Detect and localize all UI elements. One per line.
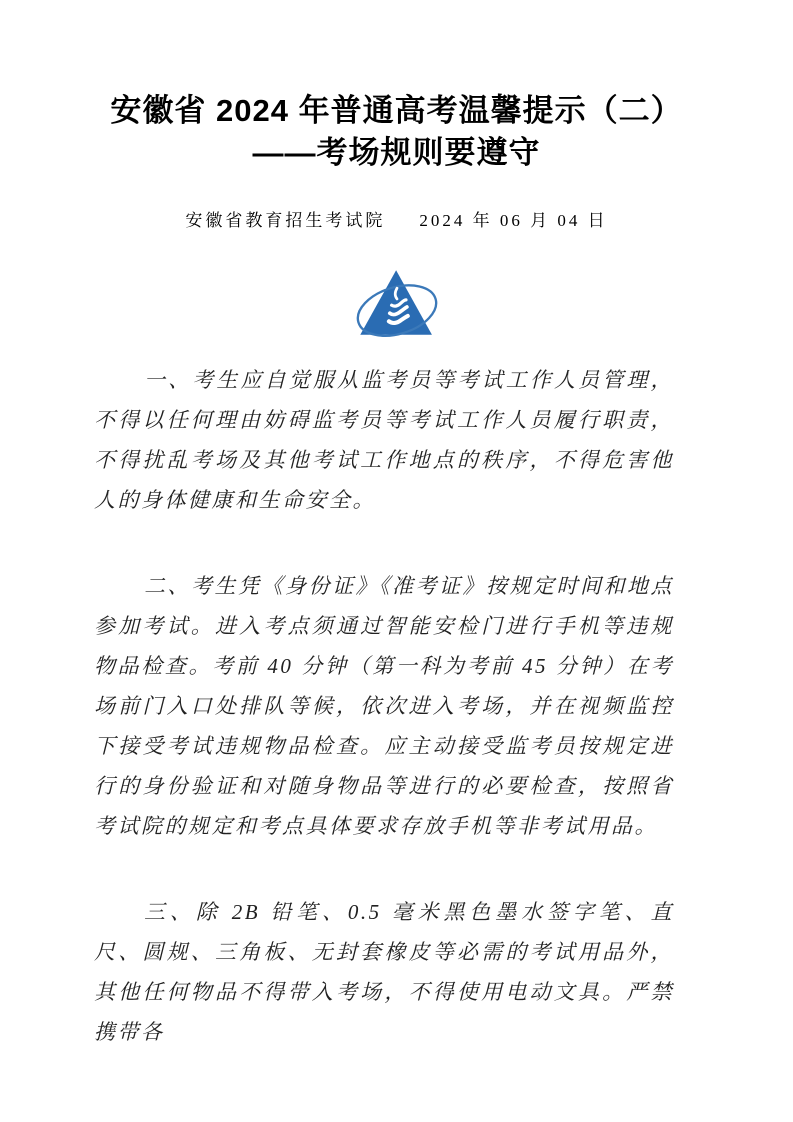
agency-logo-icon [352, 264, 442, 350]
byline [0, 206, 793, 231]
byline-organization: 安徽省教育招生考试院 [185, 211, 386, 230]
byline-date: 2024 年 06 月 04 日 [419, 211, 608, 230]
document-title [0, 90, 793, 174]
paragraph-3: 三、除 2B 铅笔、0.5 毫米黑色墨水签字笔、直尺、圆规、三角板、无封套橡皮等必需的考试用品外，其他任何物品不得带入考场，不得使用电动文具。严禁携带各 [94, 900, 674, 1044]
document-title-line2: ——考场规则要遵守 [252, 135, 541, 170]
paragraph-1: 一、考生应自觉服从监考员等考试工作人员管理，不得以任何理由妨碍监考员等考试工作人员履行职责，不得扰乱考场及其他考试工作地点的秩序，不得危害他人的身体健康和生命安全。 [94, 368, 674, 512]
document-title-line1: 安徽省 2024 年普通高考温馨提示（二） [110, 93, 683, 128]
agency-logo-svg [352, 264, 442, 350]
document-body [94, 360, 674, 1098]
paragraph-2: 二、考生凭《身份证》《准考证》按规定时间和地点参加考试。进入考点须通过智能安检门进行手机等违规物品检查。考前 40 分钟（第一科为考前 45 分钟）在考场前门入口处排队等候，依次进入考场，并在视频监控下接受考试违规物品检查。应主动接受监考员按规定进行的身份验证和对随身物品等进行的必要检查，按照省考试院的规定和考点具体要求存放手机等非考试用品。 [94, 574, 674, 838]
